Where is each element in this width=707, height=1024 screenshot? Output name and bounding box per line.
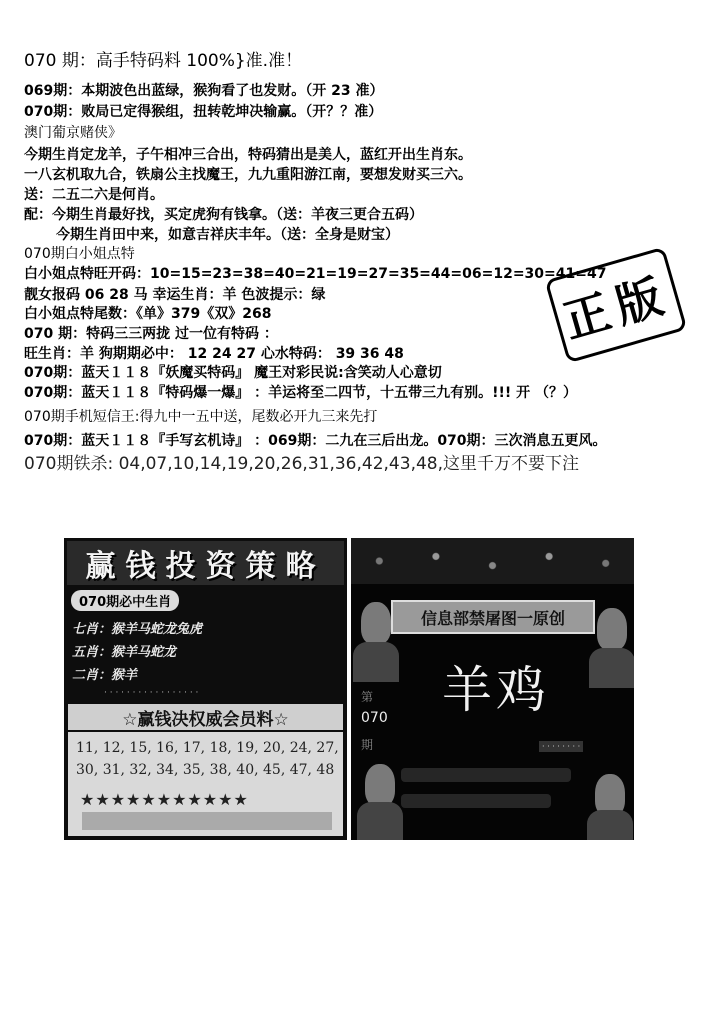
featured-zodiac-text: 羊鸡	[442, 661, 550, 719]
text-line-pair-2: 今期生肖田中来，如意吉祥庆丰年。（送：全身是财宝）	[56, 227, 399, 243]
numbers-line-1: 11, 12, 15, 16, 17, 18, 19, 20, 24, 27,	[76, 740, 339, 756]
text-line-burst-code: 070期：蓝天１１８『特码爆一爆』 ：羊运将至二四节，十五带三九有别。!!! 开 （？）	[24, 385, 577, 401]
section-heading-miss-bai: 070期白小姐点特	[24, 246, 135, 262]
seven-zodiac-row: 七肖：猴羊马蛇龙兔虎	[72, 622, 203, 637]
numbers-line-2: 30, 31, 32, 34, 35, 38, 40, 45, 47, 48	[76, 762, 335, 778]
issue-number: 070	[361, 710, 388, 726]
text-line-lucky-zodiac: 靓女报码 06 28 马 幸运生肖：羊 色波提示：绿	[24, 287, 326, 303]
text-line-demon-code: 070期：蓝天１１８『妖魔买特码』 魔王对彩民说:含笑动人心意切	[24, 365, 442, 381]
text-line-handwritten-poem: 070期：蓝天１１８『手写玄机诗』 ：069期：二九在三后出龙。070期：三次消息五更风。	[24, 433, 607, 449]
faint-line-2	[401, 794, 551, 808]
text-line-hot-zodiac: 旺生肖：羊 狗期期必中： 12 24 27 心水特码： 39 36 48	[24, 346, 404, 362]
info-dept-panel	[351, 538, 634, 840]
section-heading-macau: 澳门葡京赌侠》	[24, 125, 122, 141]
must-win-zodiac-tag: 070期必中生肖	[71, 590, 179, 611]
text-line-tail-numbers: 白小姐点特尾数：《单》379《双》268	[24, 306, 272, 322]
portrait-top-right-body	[589, 648, 634, 688]
portrait-bottom-right-body	[587, 810, 633, 840]
issue-suffix: 期	[361, 738, 374, 752]
text-line-pair-1: 配：今期生肖最好找，买定虎狗有钱拿。（送：羊夜三更合五码）	[24, 207, 423, 223]
member-banner	[68, 704, 343, 730]
flower-garland	[351, 538, 634, 584]
member-banner-text: ☆赢钱决权威会员料☆	[122, 709, 289, 730]
small-note: · · · · · · · · · · · · · · · · ·	[104, 688, 199, 698]
portrait-top-left-body	[353, 642, 399, 682]
text-line-poem-2: 一八玄机取九合，铁扇公主找魔王，九九重阳游江南，要想发财买三六。	[24, 167, 472, 183]
text-line-miss-bai-codes: 白小姐点特旺开码：10=15=23=38=40=21=19=27=35=44=06=12=30=41=47	[24, 266, 607, 282]
text-line-069: 069期：本期波色出蓝绿，猴狗看了也发财。（开 23 准）	[24, 83, 384, 99]
text-line-gift: 送：二五二六是何肖。	[24, 187, 164, 203]
issue-prefix: 第	[361, 690, 374, 704]
stamp-text: 正版	[557, 267, 677, 349]
page-title: 070 期：高手特码料 100%}准.准！	[24, 51, 303, 71]
info-dept-header-text: 信息部禁屠图一原创	[420, 608, 565, 628]
text-line-sms-king: 070期手机短信王:得九中一五中送，尾数必开九三来先打	[24, 409, 378, 425]
two-zodiac-row: 二肖：猴羊	[72, 668, 138, 683]
kill-numbers-line: 070期铁杀: 04,07,10,14,19,20,26,31,36,42,43,48,这里千万不要下注	[24, 454, 580, 474]
star-rating: ★★★★★★★★★★★	[80, 790, 249, 809]
text-line-special-code: 070 期：特码三三两拢 过一位有特码 ：	[24, 326, 278, 342]
faint-line-1	[401, 768, 571, 782]
info-dept-header	[391, 600, 595, 634]
text-line-poem-1: 今期生肖定龙羊，子午相冲三合出，特码猜出是美人，蓝红开出生肖东。	[24, 147, 472, 163]
portrait-top-left	[361, 602, 391, 644]
text-line-070: 070期：败局已定得猴组，扭转乾坤决输赢。（开？？准）	[24, 104, 383, 120]
portrait-top-right	[597, 608, 627, 650]
five-zodiac-row: 五肖：猴羊马蛇龙	[72, 645, 177, 660]
strategy-header	[67, 541, 344, 585]
strategy-header-text: 赢钱投资策略	[85, 549, 326, 584]
portrait-bottom-left	[365, 764, 395, 806]
portrait-bottom-left-body	[357, 802, 403, 840]
investment-strategy-panel	[64, 538, 347, 840]
caption-label: · · · · · · · ·	[539, 741, 583, 752]
grey-strip	[82, 812, 332, 830]
member-numbers-box	[68, 732, 343, 836]
